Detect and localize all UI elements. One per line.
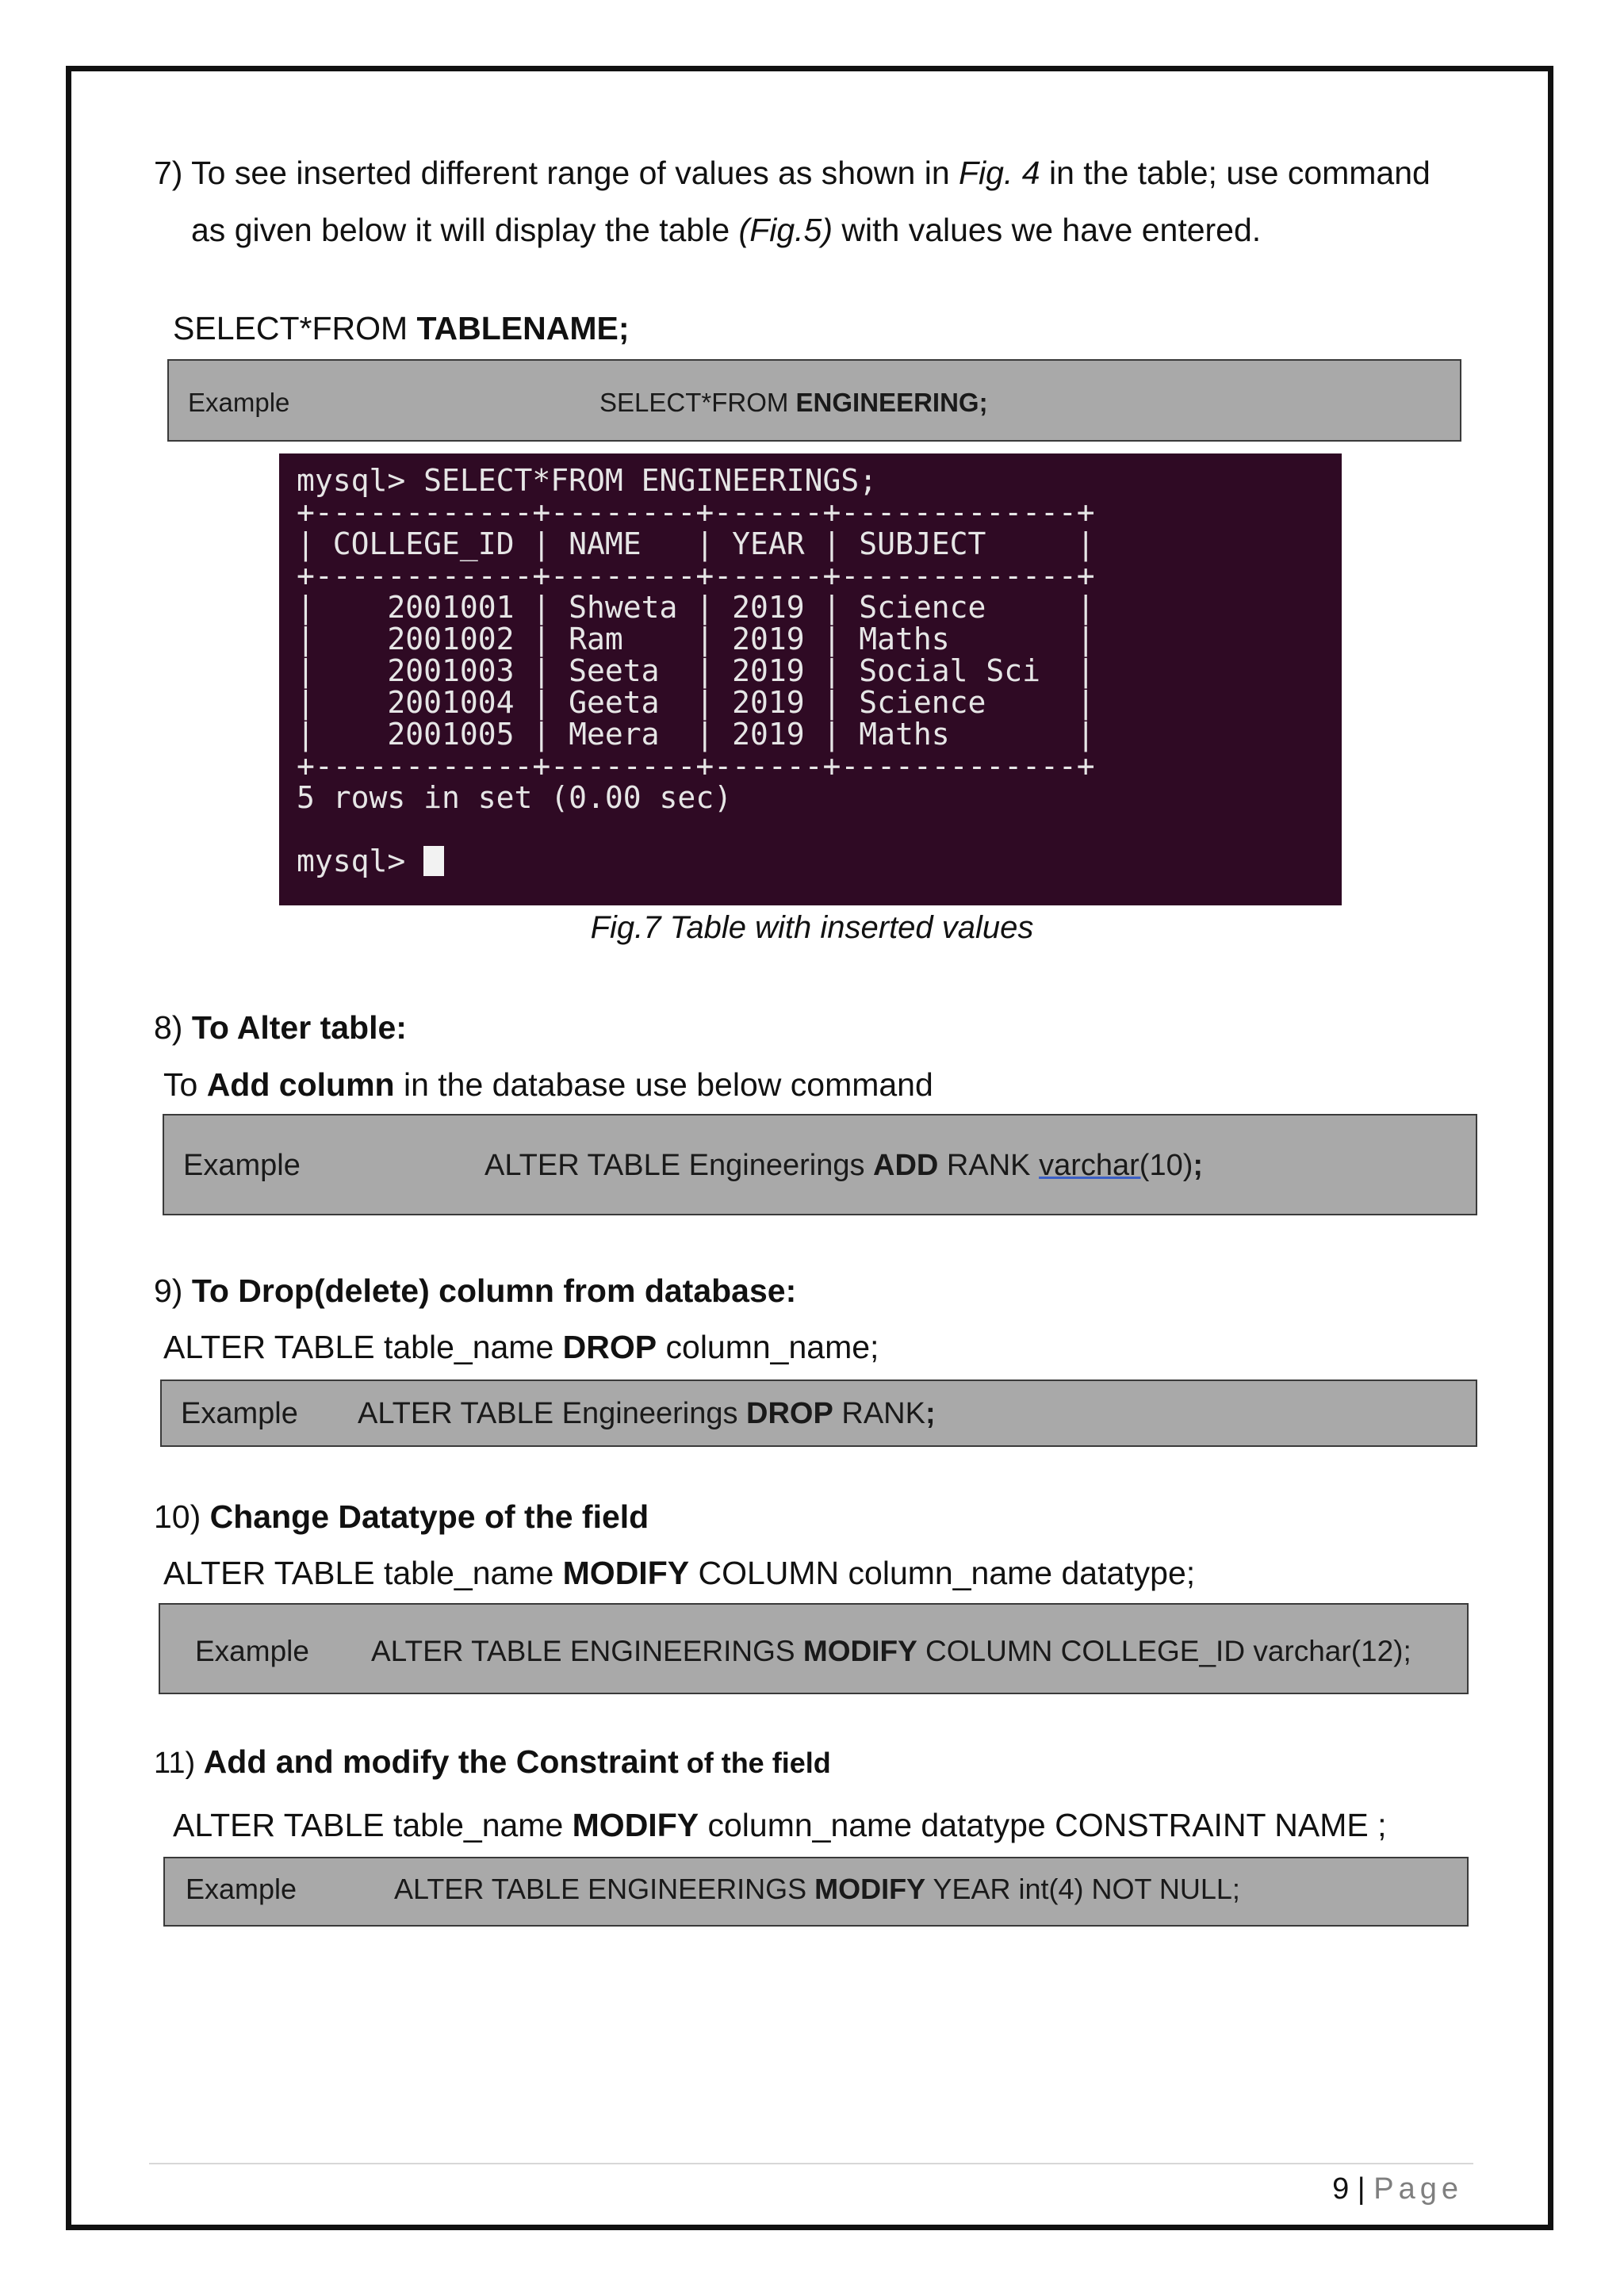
- text: ALTER TABLE ENGINEERINGS: [371, 1635, 803, 1667]
- table-row: | 2001001 | Shweta | 2019 | Science |: [297, 590, 1095, 625]
- example-box-select: [167, 359, 1461, 442]
- text: as given below it will display the table: [191, 212, 739, 248]
- text: in the table; use command: [1040, 155, 1431, 191]
- section-number: 9): [154, 1272, 192, 1309]
- example-label: Example: [183, 1149, 301, 1182]
- keyword: ENGINEERING;: [795, 388, 988, 417]
- text: 10): [1149, 1149, 1193, 1182]
- text: ALTER TABLE Engineerings: [358, 1397, 747, 1430]
- keyword: Add column: [206, 1066, 395, 1103]
- keyword: MODIFY: [814, 1873, 926, 1905]
- table-border: +------------+--------+------+-------------+: [297, 748, 1095, 783]
- text: column_name datatype CONSTRAINT NAME ;: [699, 1807, 1387, 1843]
- keyword: DROP: [746, 1397, 833, 1430]
- page-label: Page: [1373, 2172, 1463, 2206]
- text: To: [163, 1066, 207, 1103]
- table-row: | 2001003 | Seeta | 2019 | Social Sci |: [297, 653, 1095, 688]
- text: RANK: [938, 1149, 1040, 1182]
- text: ALTER TABLE ENGINEERINGS: [394, 1873, 815, 1905]
- example-command: [358, 1397, 936, 1431]
- example-label: Example: [188, 388, 290, 417]
- example-label: Example: [186, 1873, 297, 1905]
- example-box-drop-column: [160, 1380, 1477, 1447]
- semicolon: ;: [1193, 1149, 1204, 1182]
- section-8-heading: [154, 1008, 407, 1047]
- page-footer: [1332, 2172, 1463, 2206]
- terminal-output: [297, 465, 1095, 877]
- section-number: 11): [154, 1747, 204, 1780]
- section-7-line-1: [154, 154, 1431, 193]
- terminal-screenshot: [279, 453, 1342, 905]
- separator: |: [1349, 2172, 1374, 2206]
- text: To see inserted different range of values as shown in: [191, 155, 959, 191]
- text: COLUMN COLLEGE_ID varchar(12);: [917, 1635, 1411, 1667]
- figure-reference: (Fig.5): [738, 212, 833, 248]
- keyword: TABLENAME;: [416, 310, 630, 346]
- cursor-icon: [423, 846, 444, 876]
- keyword: ADD: [873, 1149, 939, 1182]
- keyword: MODIFY: [562, 1555, 690, 1591]
- example-label: Example: [195, 1635, 309, 1667]
- modify-syntax: [163, 1554, 1195, 1593]
- footer-divider: [149, 2163, 1473, 2164]
- example-command: [599, 388, 988, 418]
- section-number: 10): [154, 1498, 210, 1535]
- example-label: Example: [181, 1397, 298, 1430]
- section-number: 7): [154, 155, 183, 191]
- semicolon: ;: [925, 1397, 936, 1430]
- text: ALTER TABLE table_name: [163, 1329, 563, 1365]
- example-command: [394, 1873, 1240, 1906]
- terminal-command: mysql> SELECT*FROM ENGINEERINGS;: [297, 463, 878, 498]
- result-summary: 5 rows in set (0.00 sec): [297, 780, 733, 815]
- text: column_name;: [657, 1329, 879, 1365]
- text: in the database use below command: [394, 1066, 933, 1103]
- text: ALTER TABLE Engineerings: [485, 1149, 874, 1182]
- figure-reference: Fig. 4: [959, 155, 1040, 191]
- table-border: +------------+--------+------+-------------+: [297, 558, 1095, 593]
- section-7-line-2: [191, 211, 1261, 250]
- example-command: [371, 1635, 1411, 1668]
- text: ALTER TABLE table_name: [163, 1555, 563, 1591]
- section-title: Change Datatype of the field: [209, 1498, 649, 1535]
- keyword: MODIFY: [572, 1807, 699, 1843]
- text: SELECT*FROM: [173, 310, 417, 346]
- page-number: 9: [1332, 2172, 1350, 2206]
- constraint-syntax: [173, 1806, 1386, 1845]
- table-row: | 2001004 | Geeta | 2019 | Science |: [297, 685, 1095, 720]
- table-border: +------------+--------+------+-------------+: [297, 495, 1095, 530]
- example-command: [485, 1149, 1203, 1183]
- select-syntax: [173, 309, 630, 348]
- text: ALTER TABLE table_name: [173, 1807, 573, 1843]
- section-8-text: [163, 1066, 933, 1104]
- keyword: MODIFY: [802, 1635, 917, 1667]
- text: YEAR int(4) NOT NULL;: [925, 1873, 1240, 1905]
- figure-caption: Fig.7 Table with inserted values: [590, 910, 1034, 945]
- keyword: DROP: [562, 1329, 657, 1365]
- example-box-modify-column: [159, 1603, 1469, 1694]
- text: with values we have entered.: [833, 212, 1262, 248]
- section-9-heading: [154, 1272, 796, 1311]
- drop-syntax: [163, 1328, 879, 1367]
- section-11-heading: [154, 1743, 831, 1781]
- table-header: | COLLEGE_ID | NAME | YEAR | SUBJECT |: [297, 526, 1095, 561]
- text: SELECT*FROM: [599, 388, 796, 417]
- table-row: | 2001005 | Meera | 2019 | Maths |: [297, 717, 1095, 752]
- underlined-text: varchar(: [1039, 1149, 1150, 1182]
- text: COLUMN column_name datatype;: [689, 1555, 1196, 1591]
- section-title-suffix: of the field: [678, 1747, 831, 1779]
- section-title: Add and modify the Constraint: [203, 1743, 679, 1780]
- text: RANK: [833, 1397, 925, 1430]
- table-row: | 2001002 | Ram | 2019 | Maths |: [297, 622, 1095, 656]
- section-title: To Alter table:: [191, 1009, 407, 1046]
- section-number: 8): [154, 1009, 192, 1046]
- example-box-constraint: [163, 1857, 1469, 1927]
- terminal-prompt: mysql>: [297, 844, 424, 878]
- section-10-heading: [154, 1498, 649, 1536]
- section-title: To Drop(delete) column from database:: [191, 1272, 797, 1309]
- example-box-add-column: [163, 1114, 1477, 1215]
